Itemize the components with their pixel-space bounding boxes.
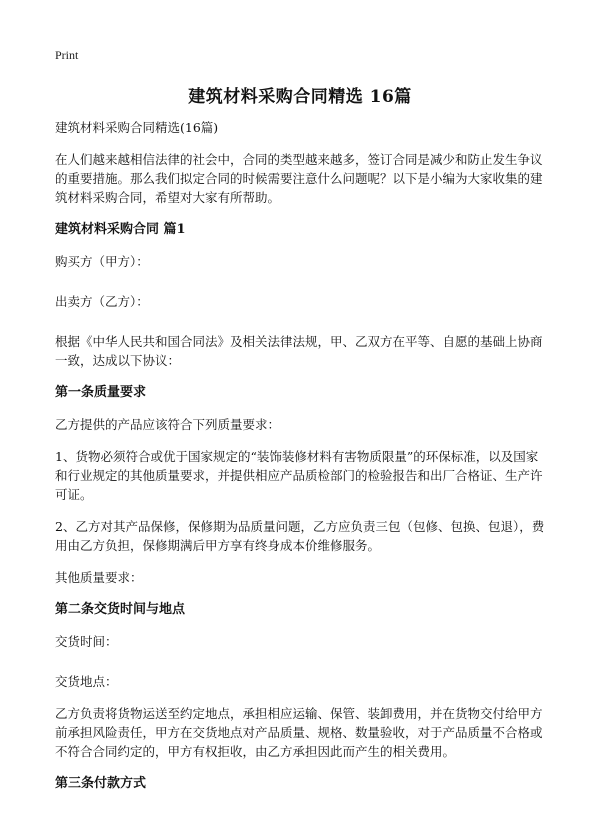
- document-title: 建筑材料采购合同精选 16篇: [188, 87, 412, 107]
- delivery-place-field: 交货地点：: [55, 674, 118, 689]
- article2-heading: 第二条交货时间与地点: [55, 602, 186, 617]
- preamble-paragraph: 根据《中华人民共和国合同法》及相关法律法规，甲、乙双方在平等、自愿的基础上协商一致，达成以下协议：: [55, 334, 543, 368]
- article1-item1: 1、货物必须符合或优于国家规定的“装饰装修材料有害物质限量”的环保标准，以及国家和行业规定的其他质量要求，并提供相应产品质检部门的检验报告和出厂合格证、生产许可证。: [55, 449, 543, 502]
- document-body: [55, 118, 550, 806]
- article1-other: 其他质量要求：: [55, 570, 143, 585]
- intro-paragraph: 在人们越来越相信法律的社会中，合同的类型越来越多，签订合同是减少和防止发生争议的重要措施。那么我们拟定合同的时候需要注意什么问题呢？以下是小编为大家收集的建筑材料采购合同，希望对大家有所帮助。: [55, 152, 543, 205]
- article3-heading: 第三条付款方式: [55, 776, 147, 791]
- article1-item2: 2、乙方对其产品保修，保修期为品质量问题，乙方应负责三包（包修、包换、包退），费用由乙方负担，保修期满后甲方享有终身成本价维修服务。: [55, 519, 545, 553]
- document-subtitle: 建筑材料采购合同精选(16篇): [55, 120, 219, 135]
- delivery-time-field: 交货时间：: [55, 634, 118, 649]
- article2-body: 乙方负责将货物运送至约定地点，承担相应运输、保管、装卸费用，并在货物交付给甲方前承担风险责任，甲方在交货地点对产品质量、规格、数量验收，对于产品质量不合格或不符合合同约定的，甲方有权拒收，由乙方承担因此而产生的相关费用。: [55, 706, 543, 759]
- contract-heading: 建筑材料采购合同 篇1: [55, 222, 186, 237]
- print-link[interactable]: Print: [55, 48, 79, 62]
- article1-heading: 第一条质量要求: [55, 385, 147, 400]
- article1-lead: 乙方提供的产品应该符合下列质量要求：: [55, 417, 281, 432]
- buyer-field: 购买方（甲方）：: [55, 254, 149, 269]
- seller-field: 出卖方（乙方）：: [55, 294, 149, 309]
